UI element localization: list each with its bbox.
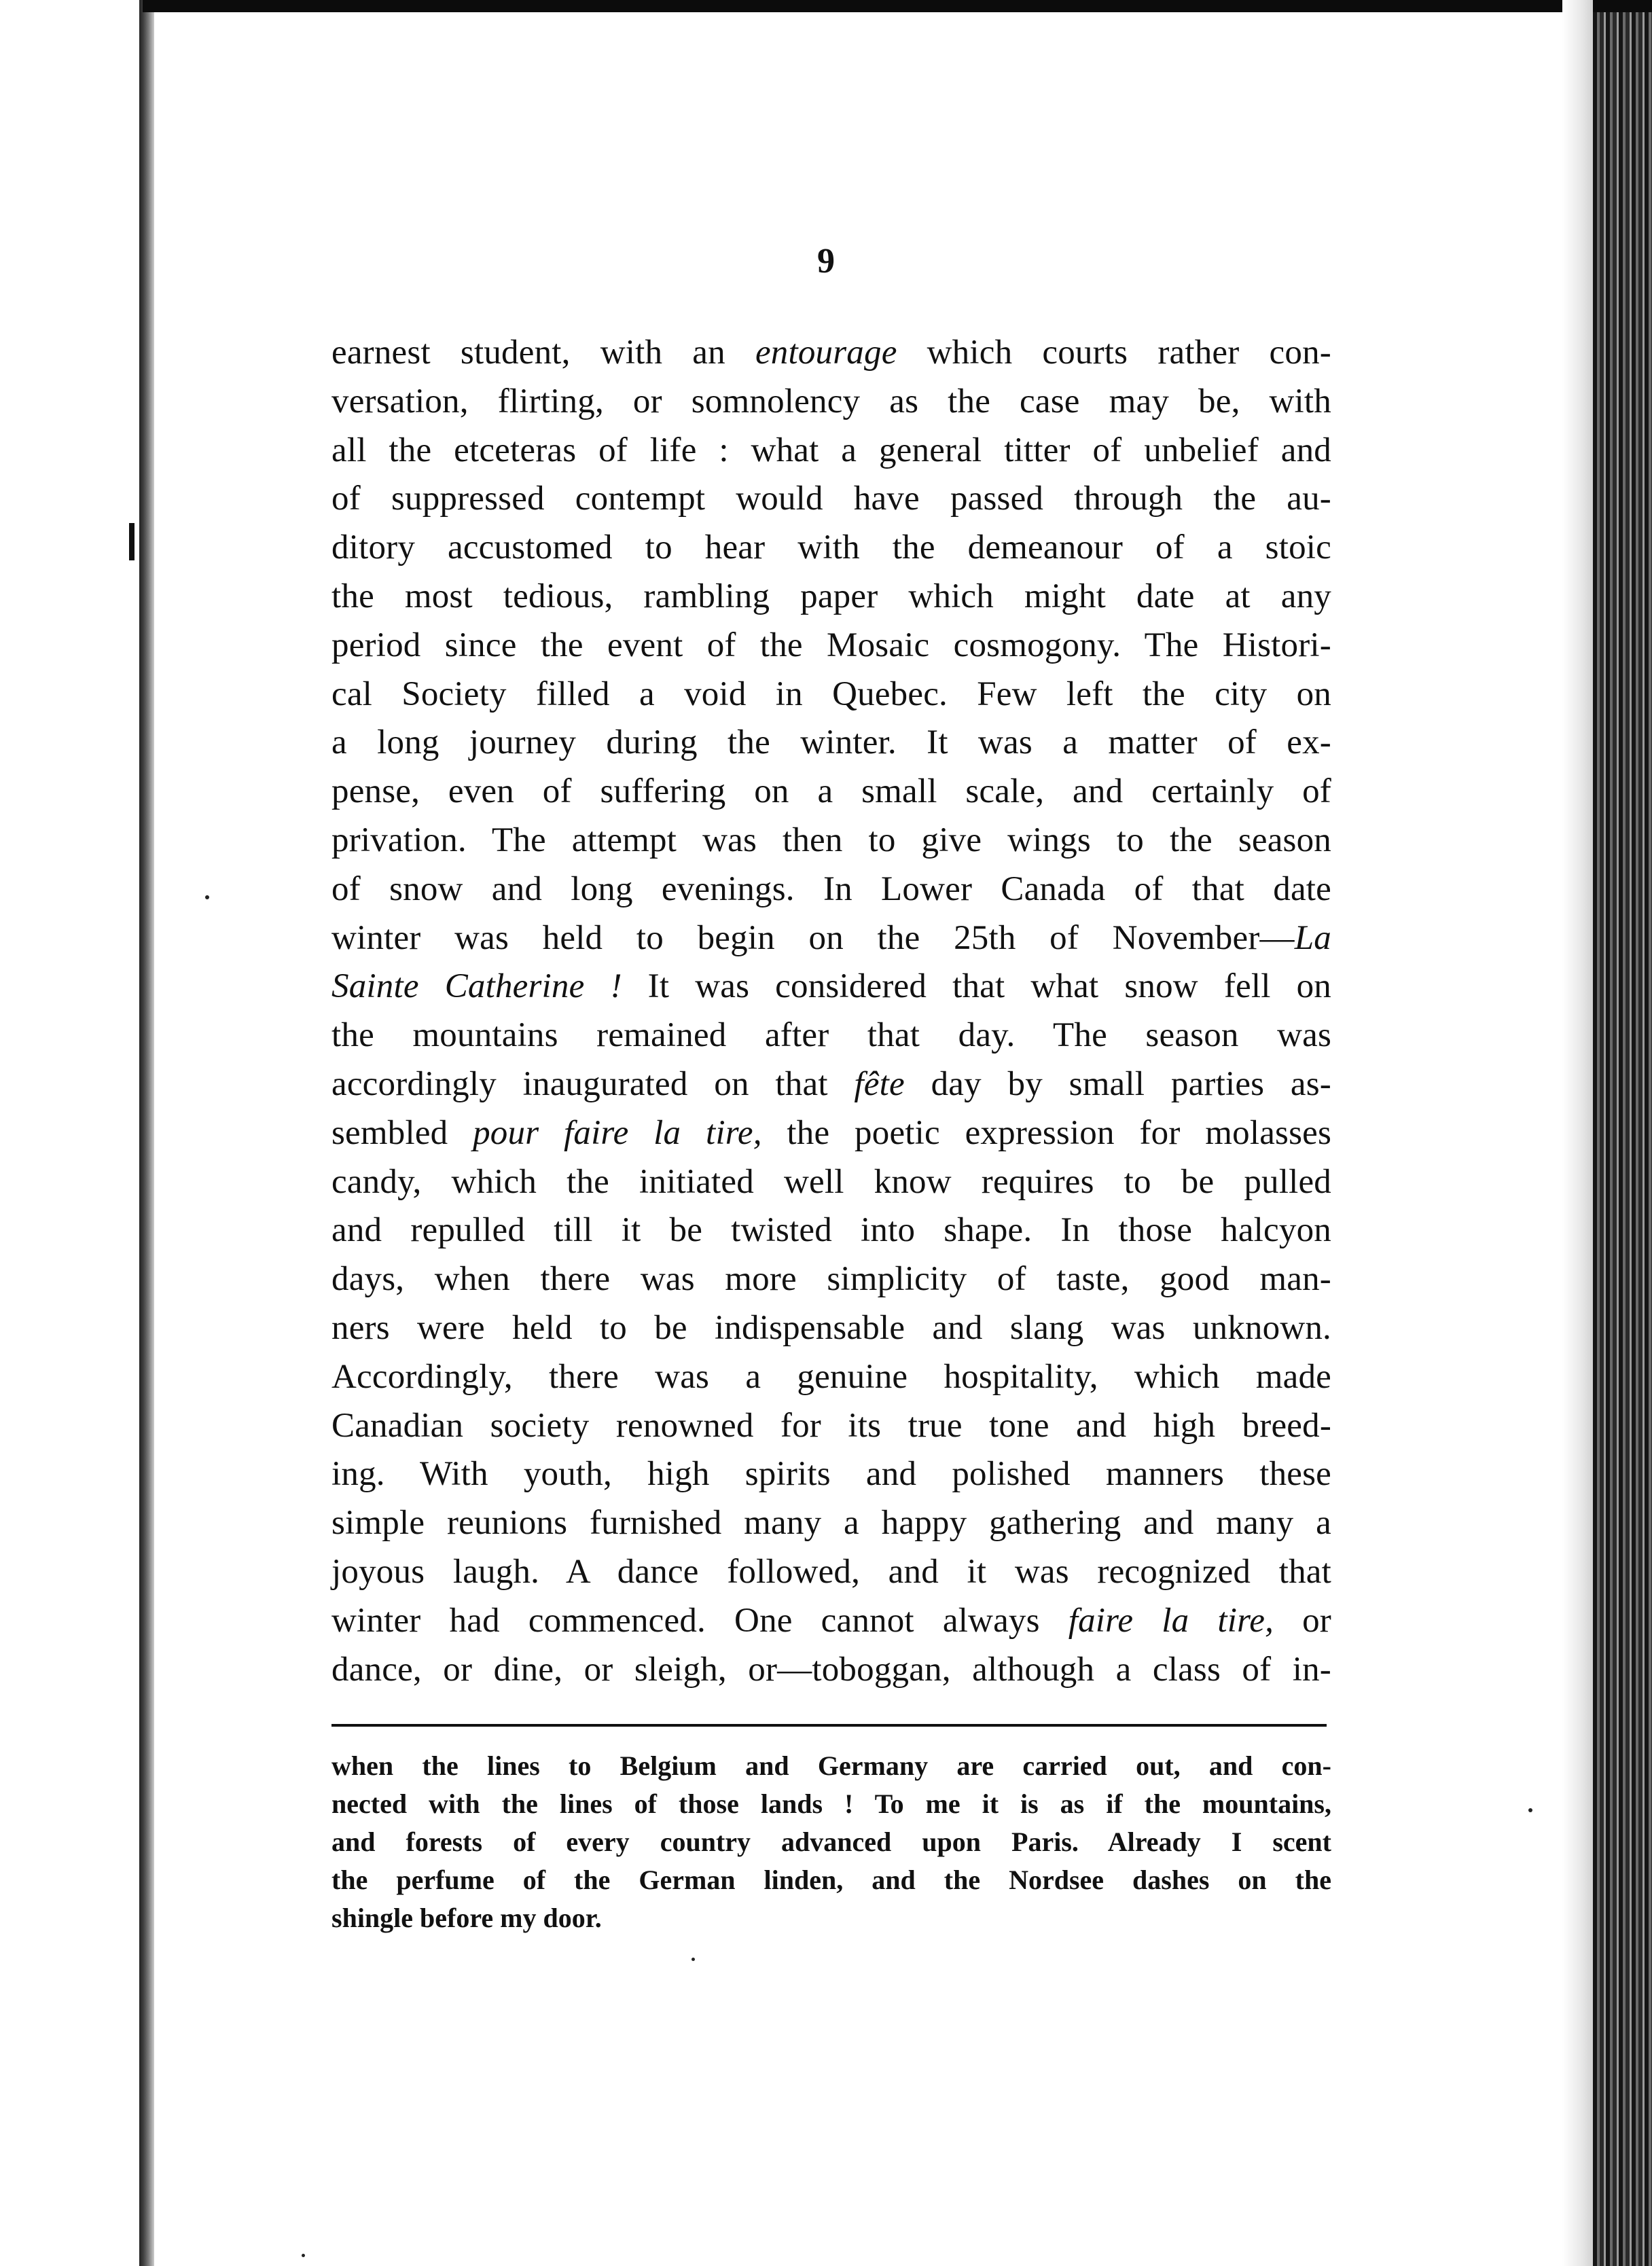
footnote: [331, 1747, 1331, 1937]
body-line-line: ing. With youth, high spirits and polished manners these: [331, 1455, 1331, 1494]
body-line-line: joyous laugh. A dance followed, and it was recognized that: [331, 1552, 1331, 1591]
body-text: [331, 329, 1331, 1694]
top-page-edge: [143, 0, 1610, 12]
footnote-line-line: when the lines to Belgium and Germany are carried out, and con-: [331, 1750, 1331, 1781]
page-stack-edges: [1593, 12, 1652, 2266]
body-line-line: the mountains remained after that day. The season was: [331, 1016, 1331, 1055]
body-line-line: period since the event of the Mosaic cosmogony. The Histori-: [331, 626, 1331, 664]
scan-speck: [1528, 1808, 1532, 1812]
body-line-line: of snow and long evenings. In Lower Canada of that date: [331, 869, 1331, 908]
body-line-line: a long journey during the winter. It was a matter of ex-: [331, 723, 1331, 762]
body-line-line: all the etceteras of life : what a general titter of unbelief and: [331, 431, 1331, 469]
scan-speck: [692, 1958, 695, 1961]
body-line-line: simple reunions furnished many a happy gathering and many a: [331, 1504, 1331, 1543]
body-line-line: pense, even of suffering on a small scale, and certainly of: [331, 772, 1331, 811]
body-line-line: earnest student, with an entourage which courts rather con-: [331, 334, 1331, 372]
footnote-line-line: the perfume of the German linden, and the Nordsee dashes on the: [331, 1865, 1331, 1895]
body-line-line: candy, which the initiated well know requires to be pulled: [331, 1162, 1331, 1201]
scan-speck: [302, 2254, 305, 2257]
footnote-line-line: and forests of every country advanced upon Paris. Already I scent: [331, 1827, 1331, 1857]
body-line-line: versation, flirting, or somnolency as the case may be, with: [331, 382, 1331, 420]
left-gutter: [0, 0, 143, 2266]
footnote-line-line: nected with the lines of those lands ! To me it is as if the mountains,: [331, 1788, 1331, 1819]
body-line-line: Accordingly, there was a genuine hospitality, which made: [331, 1357, 1331, 1396]
body-line-line: Sainte Catherine ! It was considered that what snow fell on: [331, 967, 1331, 1006]
scan-speck: [205, 895, 209, 899]
body-line-line: of suppressed contempt would have passed through the au-: [331, 480, 1331, 518]
footnote-line-line: shingle before my door.: [331, 1903, 602, 1933]
body-line-line: cal Society filled a void in Quebec. Few left the city on: [331, 675, 1331, 713]
body-line-line: winter had commenced. One cannot always faire la tire, or: [331, 1601, 1331, 1640]
margin-mark: [129, 523, 134, 560]
body-line-line: dance, or dine, or sleigh, or—toboggan, although a class of in-: [331, 1650, 1331, 1689]
body-line-line: sembled pour faire la tire, the poetic expression for molasses: [331, 1113, 1332, 1152]
body-line-line: days, when there was more simplicity of taste, good man-: [331, 1260, 1331, 1299]
footnote-rule: [331, 1724, 1327, 1727]
body-line-line: ners were held to be indispensable and slang was unknown.: [331, 1308, 1331, 1347]
binding-shadow: [139, 0, 154, 2266]
body-line-line: accordingly inaugurated on that fête day by small parties as-: [331, 1064, 1331, 1103]
body-line-line: the most tedious, rambling paper which might date at any: [331, 577, 1331, 615]
body-line-line: winter was held to begin on the 25th of November—La: [331, 918, 1331, 957]
body-line-line: privation. The attempt was then to give wings to the season: [331, 821, 1331, 859]
body-line-line: Canadian society renowned for its true tone and high breed-: [331, 1406, 1331, 1445]
page-number: 9: [817, 242, 835, 281]
body-line-line: ditory accustomed to hear with the demeanour of a stoic: [331, 528, 1331, 567]
body-line-line: and repulled till it be twisted into shape. In those halcyon: [331, 1211, 1331, 1250]
